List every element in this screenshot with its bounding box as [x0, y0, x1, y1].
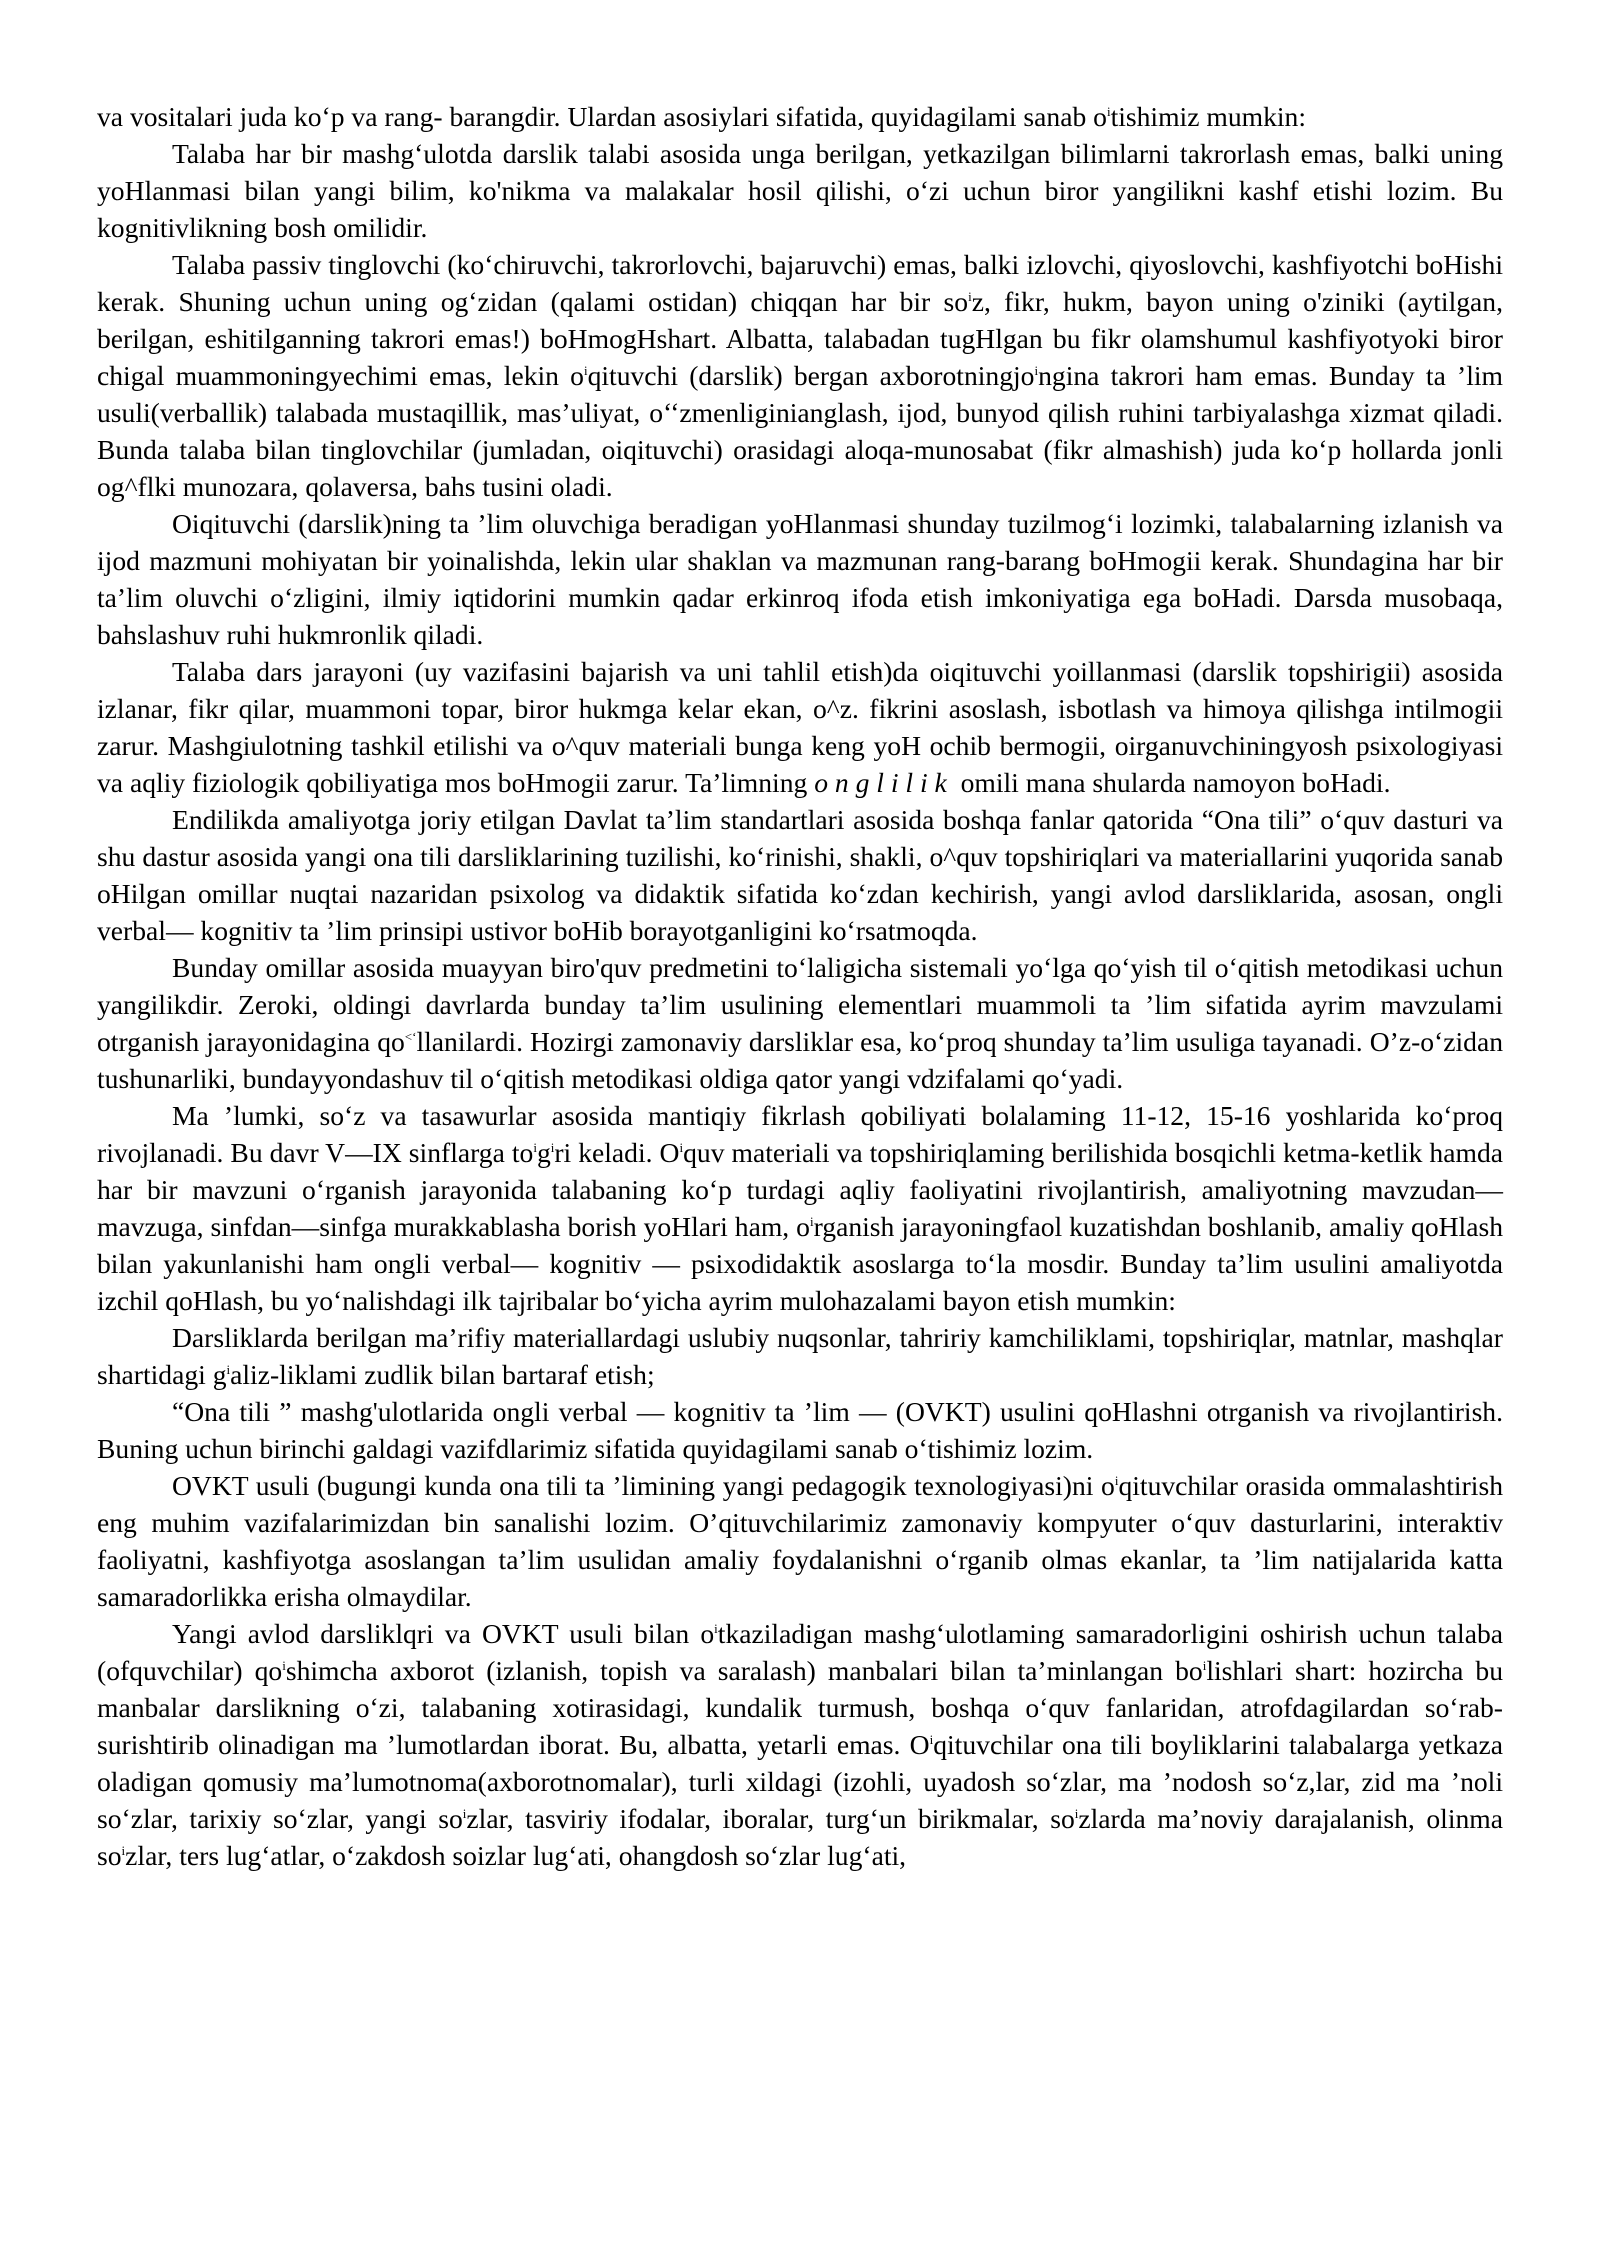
- paragraph-text: qituvchilar orasida ommalashtirish eng muhim vazifalarimizdan bin sanalishi lozim. O’qituvchilarimiz zamonaviy kompyuter o‘quv dasturlarini, interaktiv faoliyatni, kashfiyotga asoslangan ta’lim usulidan amaliy foydalanishni o‘rganib olmas ekanlar, ta ’lim natijalarida katta samaradorlikka erisha olmaydilar.: [97, 1470, 1510, 1612]
- paragraph-text: qituvchilar ona tili boyliklarini talabalarga yetkaza oladigan qomusiy ma’lumotnoma(axborotnomalar), turli xildagi (izohli, uyadosh so‘zlar, ma ’nodosh so‘z,lar, zid ma ’noli so‘zlar, tarixiy so‘zlar, yangi so: [97, 1729, 1510, 1834]
- superscript-mark: i: [809, 1213, 814, 1229]
- superscript-mark: i: [583, 362, 588, 378]
- paragraph: [97, 505, 1510, 653]
- superscript-mark: i: [1074, 1805, 1079, 1821]
- superscript-mark: i: [1114, 1472, 1119, 1488]
- paragraph-text: tishimiz mumkin:: [1110, 101, 1307, 132]
- paragraph-text: ngina takrori ham emas. Bunday ta ’lim usuli(verballik) talabada mustaqillik, mas’uliyat, o‘‘zmenliginianglash, ijod, bunyod qilish ruhini tarbiyalashga xizmat qiladi. Bunda talaba bilan tinglovchilar (jumladan, oiqituvchi) orasidagi aloqa-munosabat (fikr almashish) juda ko‘p hollarda jonli og^flki munozara, qolaversa, bahs tusini oladi.: [97, 360, 1510, 502]
- superscript-mark: <‘: [404, 1028, 417, 1044]
- paragraph-text: va vositalari juda ko‘p va rang- barangdir. Ulardan asosiylari sifatida, quyidagilami sanab o: [97, 101, 1107, 132]
- document-body: [97, 98, 1510, 1874]
- paragraph-text: Oiqituvchi (darslik)ning ta ’lim oluvchiga beradigan yoHlanmasi shunday tuzilmog‘i lozimki, talabalarning izlanish va ijod mazmuni mohiyatan bir yoinalishda, lekin ular shaklan va mazmunan rang-barang boHmogii kerak. Shundagina har bir ta’lim oluvchi o‘zligini, ilmiy iqtidorini mumkin qadar erkinroq ifoda etish imkoniyatiga ega boHadi. Darsda musobaqa, bahslashuv ruhi hukmronlik qiladi.: [97, 508, 1510, 650]
- paragraph-text: llanilardi. Hozirgi zamonaviy darsliklar esa, ko‘proq shunday ta’lim usuliga tayanadi. O’z-o‘zidan tushunarliki, bundayyondashuv til o‘qitish metodikasi oldiga qator yangi vdzifalami qo‘yadi.: [97, 1026, 1510, 1094]
- superscript-mark: i: [282, 1657, 286, 1673]
- emphasized-term: o n g l i l i k: [814, 767, 947, 798]
- superscript-mark: i: [968, 288, 972, 304]
- paragraph-text: quv materiali va topshiriqlaming berilishida bosqichli ketma-ketlik hamda har bir mavzuni o‘rganish jarayonida talabaning ko‘p turdagi aqliy faoliyatini rivojlantirish, amaliyotning mavzudan—mavzuga, sinfdan—sinfga murakkablasha borish yoHlari ham, o: [97, 1137, 1510, 1242]
- superscript-mark: i: [533, 1139, 537, 1155]
- paragraph: [97, 1393, 1510, 1467]
- paragraph-text: ri keladi. O: [554, 1137, 680, 1168]
- superscript-mark: i: [121, 1842, 126, 1858]
- superscript-mark: i: [550, 1139, 555, 1155]
- superscript-mark: i: [226, 1361, 231, 1377]
- paragraph-text: Bunday omillar asosida muayyan biro'quv predmetini to‘laligicha sistemali yo‘lga qo‘yish til o‘qitish metodikasi uchun yangilikdir. Zeroki, oldingi davrlarda bunday ta’lim usulining elementlari muammoli ta ’lim sifatida ayrim mavzulami otrganish jarayonidagina qo: [97, 952, 1510, 1057]
- paragraph: [97, 801, 1510, 949]
- paragraph-text: Ma ’lumki, so‘z va tasawurlar asosida mantiqiy fikrlash qobiliyati bolalaming 11-12, 15-16 yoshlarida ko‘proq rivojlanadi. Bu davr V—IX sinflarga to: [97, 1100, 1510, 1168]
- paragraph-text: Talaba dars jarayoni (uy vazifasini bajarish va uni tahlil etish)da oiqituvchi yoillanmasi (darslik topshirigii) asosida izlanar, fikr qilar, muammoni topar, biror hukmga kelar ekan, o^z. fikrini asoslash, isbotlash va himoya qilishga intilmogii zarur. Mashgiulotning tashkil etilishi va o^quv materiali bunga keng yoH ochib bermogii, oirganuvchiningyosh psixologiyasi va aqliy fiziologik qobiliyatiga mos boHmogii zarur. Ta’limning: [97, 656, 1510, 798]
- paragraph-text: tkaziladigan mashg‘ulotlaming samaradorligini oshirish uchun talaba (ofquvchilar) qo: [97, 1618, 1510, 1686]
- paragraph-text: shimcha axborot (izlanish, topish va saralash) manbalari bilan ta’minlangan bo: [285, 1655, 1203, 1686]
- paragraph-text: zlar, tasviriy ifodalar, iboralar, turg‘un birikmalar, so: [466, 1803, 1075, 1834]
- paragraph: [97, 98, 1503, 135]
- paragraph: [97, 1319, 1510, 1393]
- paragraph-text: Endilikda amaliyotga joriy etilgan Davlat ta’lim standartlari asosida boshqa fanlar qatorida “Ona tili” o‘quv dasturi va shu dastur asosida yangi ona tili darsliklarining tuzilishi, ko‘rinishi, shakli, o^quv topshiriqlari va materiallarini yuqorida sanab oHilgan omillar nuqtai nazaridan psixolog va didaktik sifatida ko‘zdan kechirish, yangi avlod darsliklarida, asosan, ongli verbal— kognitiv ta ’lim prinsipi ustivor boHib borayotganligini ko‘rsatmoqda.: [97, 804, 1510, 946]
- superscript-mark: i: [679, 1139, 684, 1155]
- superscript-mark: i: [1106, 103, 1111, 119]
- paragraph-text: Yangi avlod darsliklqri va OVKT usuli bilan o: [172, 1618, 715, 1649]
- paragraph-text: zlar, ters lug‘atlar, o‘zakdosh soizlar lug‘ati, ohangdosh so‘zlar lug‘ati,: [125, 1840, 907, 1871]
- paragraph-text: zlarda ma’noviy darajalanish, olinma so: [97, 1803, 1510, 1871]
- superscript-mark: i: [1202, 1657, 1207, 1673]
- paragraph: [97, 1097, 1510, 1319]
- paragraph-text: g: [536, 1137, 551, 1168]
- paragraph: [97, 246, 1510, 505]
- paragraph: [97, 949, 1510, 1097]
- superscript-mark: i: [1034, 362, 1039, 378]
- paragraph-text: Darsliklarda berilgan ma’rifiy materiallardagi uslubiy nuqsonlar, tahririy kamchiliklami, topshiriqlar, matnlar, mashqlar shartidagi g: [97, 1322, 1510, 1390]
- paragraph: [97, 135, 1510, 246]
- paragraph-text: “Ona tili ” mashg'ulotlarida ongli verbal — kognitiv ta ’lim — (OVKT) usulini qoHlashni otrganish va rivojlantirish. Buning uchun birinchi galdagi vazifdlarimiz sifatida quyidagilami sanab o‘tishimiz lozim.: [97, 1396, 1510, 1464]
- paragraph-text: rganish jarayoningfaol kuzatishdan boshlanib, amaliy qoHlash bilan yakunlanishi ham ongli verbal— kognitiv — psixodidaktik asoslarga to‘la mosdir. Bunday ta’lim usulini amaliyotda izchil qoHlash, bu yo‘nalishdagi ilk tajribalar bo‘yicha ayrim mulohazalami bayon etish mumkin:: [97, 1211, 1510, 1316]
- paragraph-text: z, fikr, hukm, bayon uning o'ziniki (aytilgan, berilgan, eshitilganning takrori emas!) boHmogHshart. Albatta, talabadan tugHlgan bu fikr olamshumul kashfiyotyoki biror chigal muammoningyechimi emas, lekin o: [97, 286, 1510, 391]
- superscript-mark: i: [462, 1805, 467, 1821]
- paragraph-text: lishlari shart: hozircha bu manbalar darslikning o‘zi, talabaning xotirasidagi, kundalik turmush, boshqa o‘quv fanlaridan, atrofdagilardan so‘rab-surishtirib olinadigan ma ’lumotlardan iborat. Bu, albatta, yetarli emas. O: [97, 1655, 1510, 1760]
- paragraph: [97, 1615, 1510, 1874]
- paragraph-text: omili mana shularda namoyon boHadi.: [946, 767, 1391, 798]
- paragraph-text: qituvchi (darslik) bergan axborotningjo: [587, 360, 1035, 391]
- superscript-mark: i: [929, 1731, 934, 1747]
- paragraph-text: Talaba har bir mashg‘ulotda darslik talabi asosida unga berilgan, yetkazilgan bilimlarni takrorlash emas, balki uning yoHlanmasi bilan yangi bilim, ko'nikma va malakalar hosil qilishi, o‘zi uchun biror yangilikni kashf etishi lozim. Bu kognitivlikning bosh omilidir.: [97, 138, 1510, 243]
- paragraph: [97, 1467, 1510, 1615]
- superscript-mark: i: [714, 1620, 718, 1636]
- paragraph-text: aliz-liklami zudlik bilan bartaraf etish;: [230, 1359, 655, 1390]
- paragraph-text: OVKT usuli (bugungi kunda ona tili ta ’limining yangi pedagogik texnologiyasi)ni o: [172, 1470, 1115, 1501]
- paragraph: [97, 653, 1510, 801]
- paragraph-text: Talaba passiv tinglovchi (ko‘chiruvchi, takrorlovchi, bajaruvchi) emas, balki izlovchi, qiyoslovchi, kashfiyotchi boHishi kerak. Shuning uchun uning og‘zidan (qalami ostidan) chiqqan har bir so: [97, 249, 1510, 317]
